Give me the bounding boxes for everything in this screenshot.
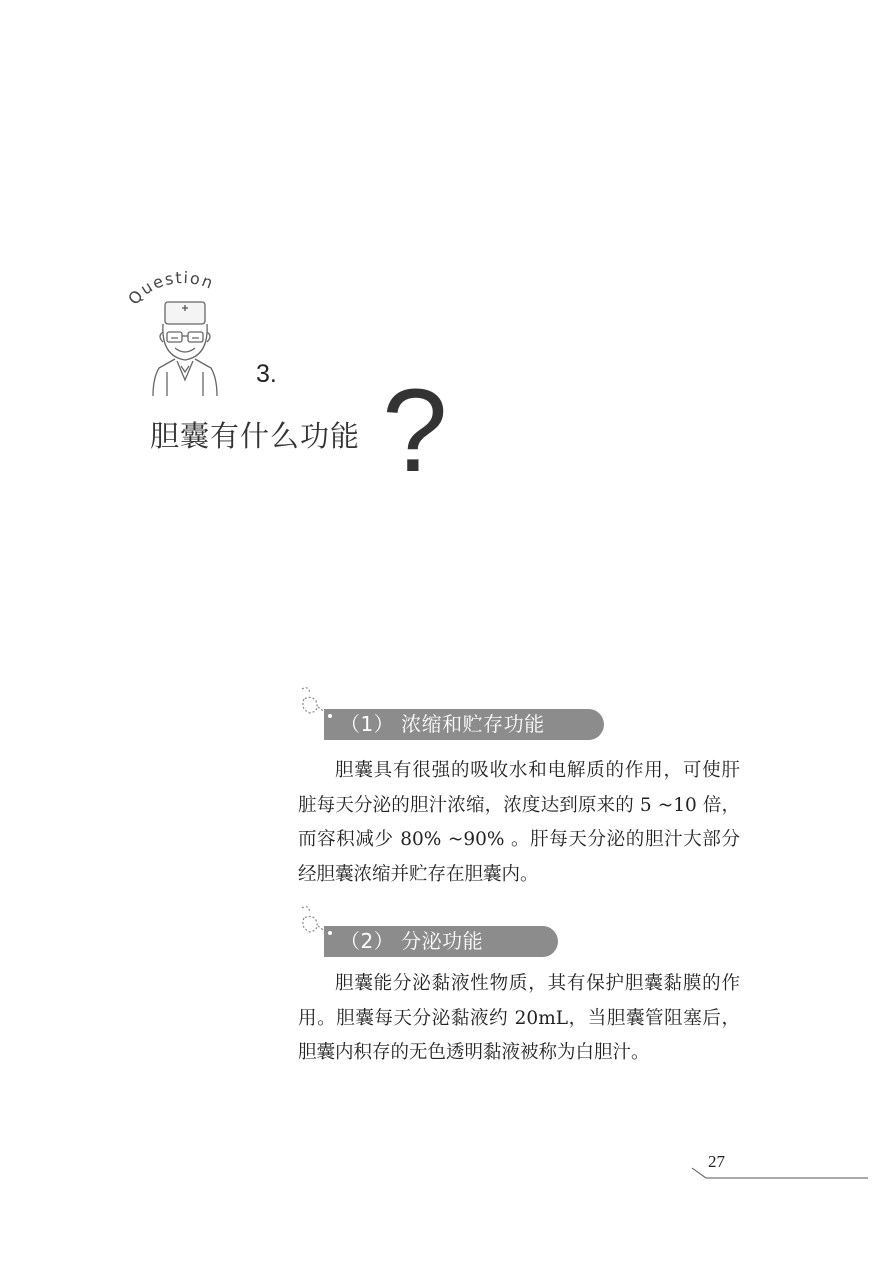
- page-number: 27: [708, 1152, 725, 1171]
- question-mark: ?: [382, 365, 448, 497]
- section-heading-2: （2） 分泌功能: [324, 926, 558, 957]
- question-number: 3.: [256, 360, 277, 388]
- svg-text:Question: Question: [124, 268, 217, 309]
- section-heading-1: （1） 浓缩和贮存功能: [324, 709, 604, 740]
- question-title: 胆囊有什么功能: [150, 419, 361, 453]
- section-paragraph-1: 胆囊具有很强的吸收水和电解质的作用，可使肝脏每天分泌的胆汁浓缩，浓度达到原来的 5 ~10 倍，而容积减少 80% ~90% 。肝每天分泌的胆汁大部分经胆囊浓缩并贮存在胆囊内。: [298, 760, 740, 885]
- section-paragraph-2: 胆囊能分泌黏液性物质，其有保护胆囊黏膜的作用。胆囊每天分泌黏液约 20mL，当胆囊管阻塞后，胆囊内积存的无色透明黏液被称为白胆汁。: [298, 973, 740, 1063]
- doctor-icon: [145, 298, 225, 398]
